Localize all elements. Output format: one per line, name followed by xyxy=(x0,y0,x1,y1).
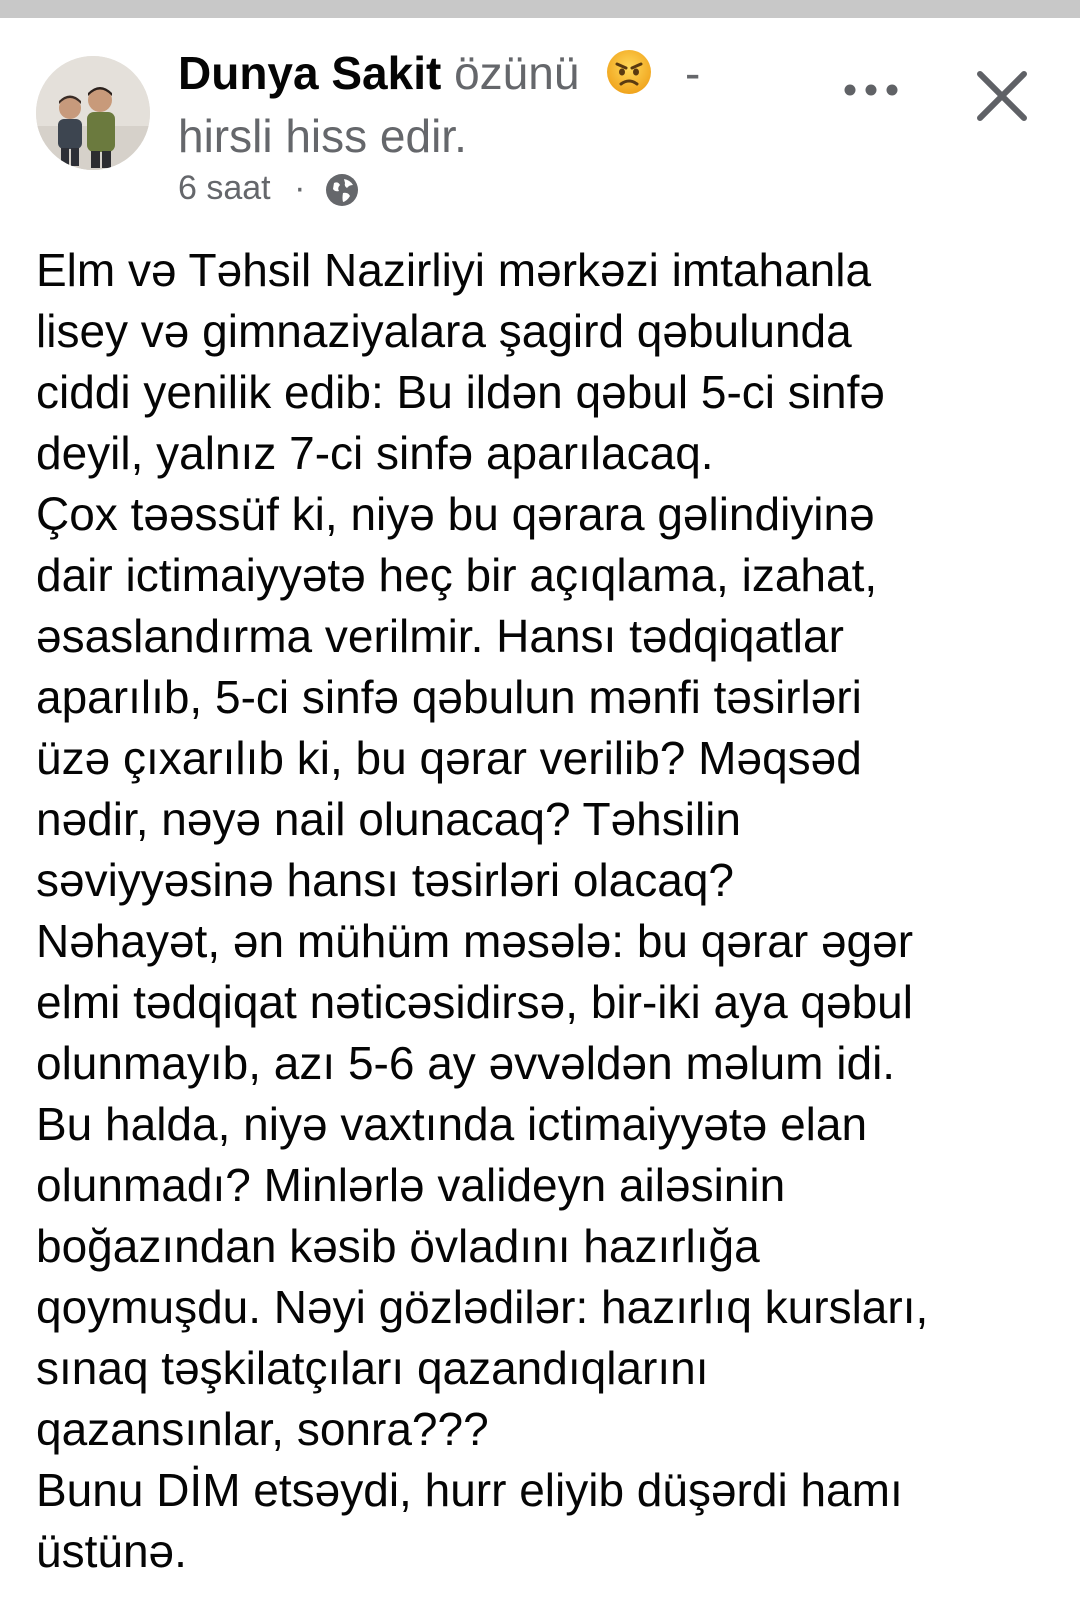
feeling-text: hirsli hiss edir. xyxy=(178,110,467,162)
post-text-line: səviyyəsinə hansı təsirləri olacaq? xyxy=(36,854,735,906)
globe-icon[interactable] xyxy=(325,173,359,218)
post-text-line: qoymuşdu. Nəyi gözlədilər: hazırlıq kursları, xyxy=(36,1281,929,1333)
top-status-strip xyxy=(0,0,1080,18)
post-meta xyxy=(178,166,359,218)
close-icon xyxy=(970,64,1034,128)
post-text-line: deyil, yalnız 7-ci sinfə aparılacaq. xyxy=(36,427,714,479)
post-text xyxy=(36,240,1046,1582)
post-text-line: elmi tədqiqat nəticəsidirsə, bir-iki aya qəbul xyxy=(36,976,913,1028)
post-text-line: Elm və Təhsil Nazirliyi mərkəzi imtahanla xyxy=(36,244,872,296)
post-header xyxy=(178,44,758,164)
post-text-line: Bu halda, niyə vaxtında ictimaiyyətə elan xyxy=(36,1098,868,1150)
author-feeling-line xyxy=(178,44,758,108)
post-text-line: əsaslandırma verilmir. Hansı tədqiqatlar xyxy=(36,610,844,662)
post-text-line: sınaq təşkilatçıları qazandıqlarını xyxy=(36,1342,709,1394)
post-text-line: qazansınlar, sonra??? xyxy=(36,1403,489,1455)
feeling-separator: - xyxy=(685,47,701,99)
close-button[interactable] xyxy=(970,64,1034,128)
angry-face-emoji-icon xyxy=(606,49,652,108)
post-text-line: Nəhayət, ən mühüm məsələ: bu qərar əgər xyxy=(36,915,914,967)
post-text-line: olunmadı? Minlərlə valideyn ailəsinin xyxy=(36,1159,786,1211)
post-text-line: olunmayıb, azı 5-6 ay əvvəldən məlum idi. xyxy=(36,1037,896,1089)
post-text-line: Bunu DİM etsəydi, hurr eliyib düşərdi hamı xyxy=(36,1464,903,1516)
post-text-line: üstünə. xyxy=(36,1525,187,1577)
post-card xyxy=(0,18,1080,1598)
ellipsis-icon xyxy=(838,70,908,110)
post-text-line: boğazından kəsib övladını hazırlığa xyxy=(36,1220,760,1272)
post-timestamp[interactable]: 6 saat xyxy=(178,169,271,207)
post-text-line: Çox təəssüf ki, niyə bu qərara gəlindiyinə xyxy=(36,488,875,540)
post-text-line: dair ictimaiyyətə heç bir açıqlama, izahat, xyxy=(36,549,878,601)
avatar[interactable] xyxy=(36,56,150,170)
post-text-line: lisey və gimnaziyalara şagird qəbulunda xyxy=(36,305,852,357)
post-text-line: üzə çıxarılıb ki, bu qərar verilib? Məqsəd xyxy=(36,732,862,784)
avatar-photo xyxy=(36,56,150,170)
meta-dot: · xyxy=(294,169,306,207)
author-name[interactable]: Dunya Sakit xyxy=(178,47,442,99)
post-text-line: nədir, nəyə nail olunacaq? Təhsilin xyxy=(36,793,741,845)
feeling-verb: özünü xyxy=(454,47,580,99)
post-text-line: aparılıb, 5-ci sinfə qəbulun mənfi təsirləri xyxy=(36,671,862,723)
post-text-line: ciddi yenilik edib: Bu ildən qəbul 5-ci sinfə xyxy=(36,366,885,418)
more-options-button[interactable] xyxy=(838,70,908,110)
